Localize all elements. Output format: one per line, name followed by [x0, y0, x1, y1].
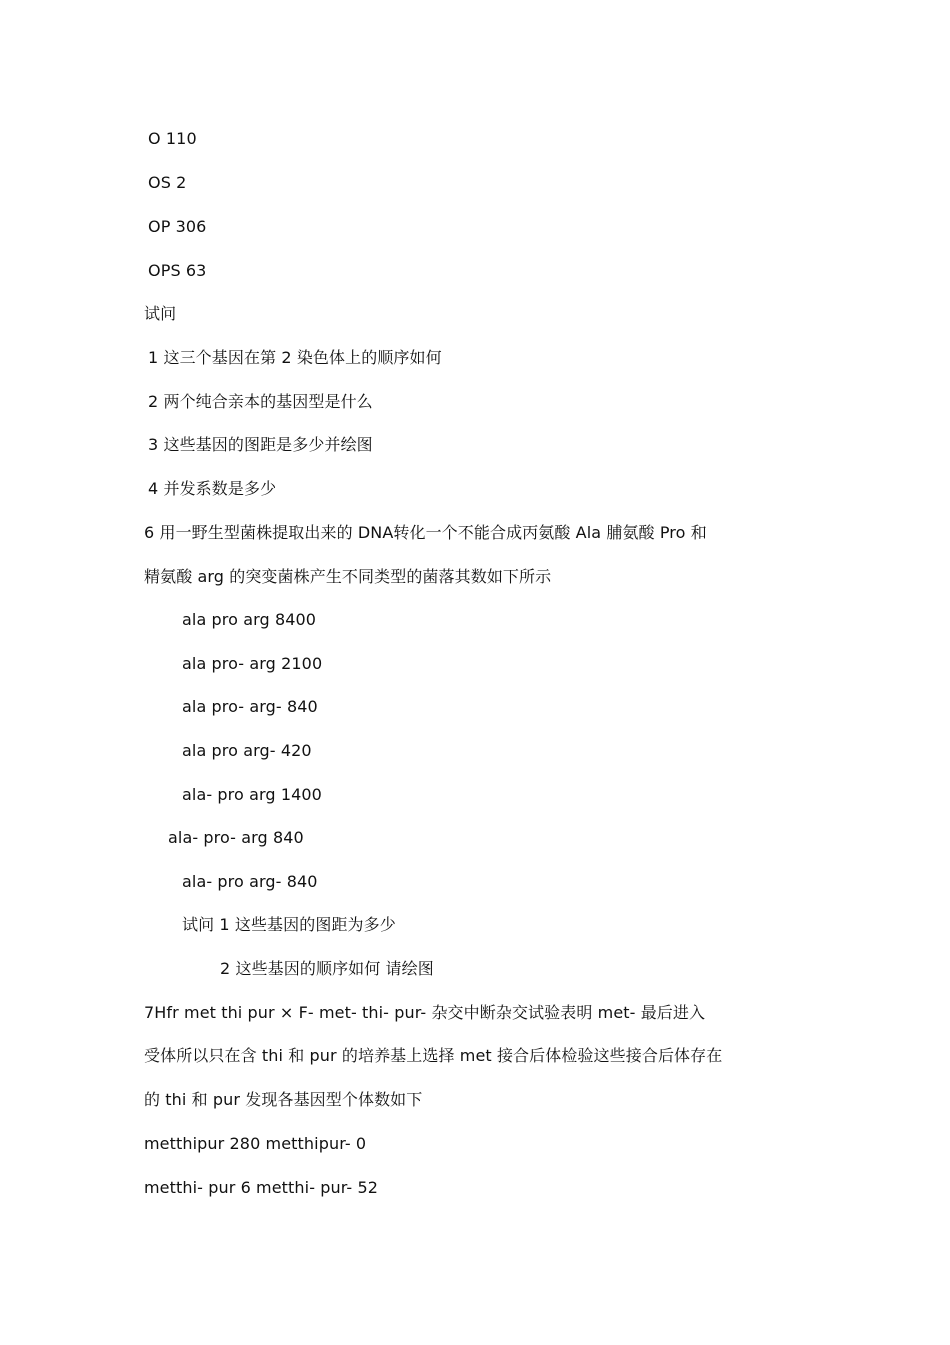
data-row: ala- pro- arg 840 [168, 828, 304, 847]
data-row: ala pro arg 8400 [182, 610, 317, 629]
problem-text: 6 用一野生型菌株提取出来的 DNA转化一个不能合成丙氨酸 Ala 脯氨酸 Pro 和 [144, 523, 707, 542]
question-item: 2 这些基因的顺序如何 请绘图 [220, 959, 434, 978]
problem-text: 的 thi 和 pur 发现各基因型个体数如下 [144, 1090, 423, 1109]
text-line: OPS 63 [148, 261, 207, 280]
question-item: 4 并发系数是多少 [148, 479, 277, 498]
text-line: OS 2 [148, 173, 187, 192]
question-item: 3 这些基因的图距是多少并绘图 [148, 435, 373, 454]
question-item: 1 这三个基因在第 2 染色体上的顺序如何 [148, 348, 442, 367]
problem-text: 7Hfr met thi pur × F- met- thi- pur- 杂交中断杂交试验表明 met- 最后进入 [144, 1003, 706, 1022]
data-row: ala- pro arg 1400 [182, 785, 322, 804]
text-line: OP 306 [148, 217, 207, 236]
data-row: ala pro arg- 420 [182, 741, 312, 760]
question-item: 试问 1 这些基因的图距为多少 [182, 915, 396, 934]
question-item: 2 两个纯合亲本的基因型是什么 [148, 392, 373, 411]
data-row: metthipur 280 metthipur- 0 [144, 1134, 367, 1153]
data-row: ala pro- arg 2100 [182, 654, 323, 673]
data-row: ala- pro arg- 840 [182, 872, 318, 891]
text-line: 试问 [144, 304, 177, 323]
problem-text: 受体所以只在含 thi 和 pur 的培养基上选择 met 接合后体检验这些接合后体存在 [144, 1046, 723, 1065]
problem-text: 精氨酸 arg 的突变菌株产生不同类型的菌落其数如下所示 [144, 567, 552, 586]
text-line: O 110 [148, 129, 197, 148]
data-row: metthi- pur 6 metthi- pur- 52 [144, 1178, 379, 1197]
data-row: ala pro- arg- 840 [182, 697, 318, 716]
